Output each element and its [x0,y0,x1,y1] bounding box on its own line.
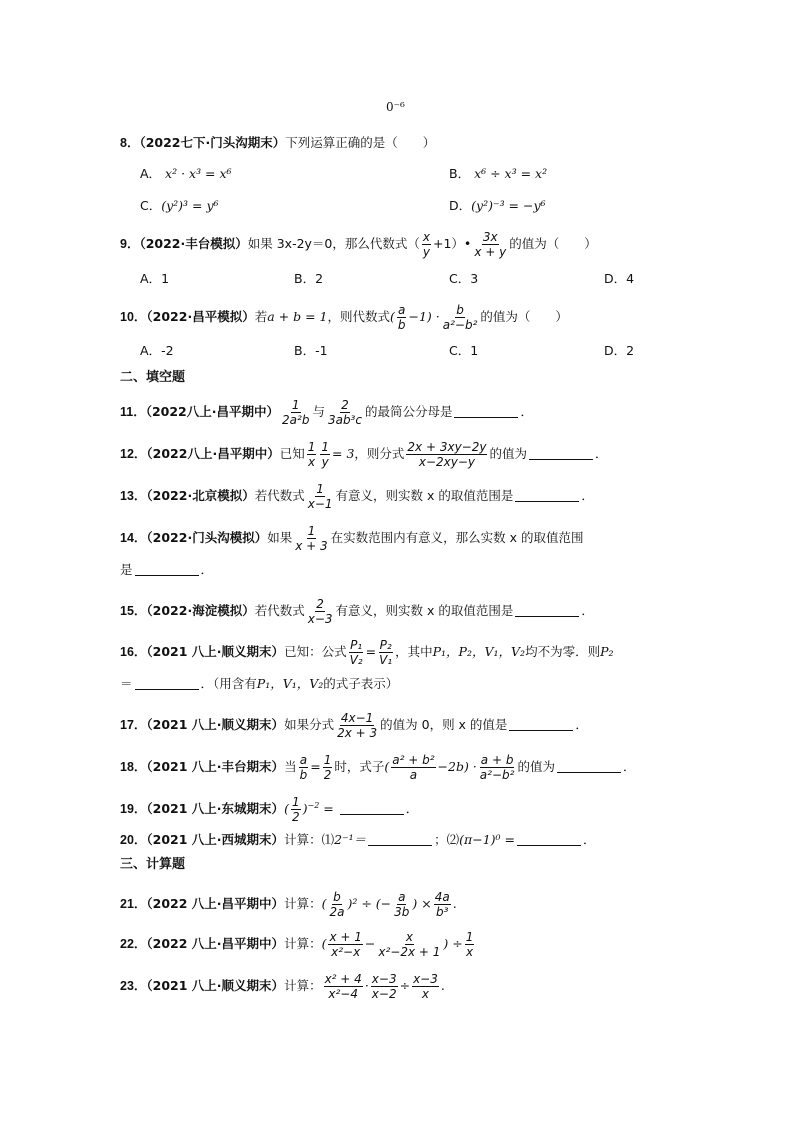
answer-blank[interactable] [368,833,432,846]
option-value: 2 [315,271,324,286]
option-key: C． [140,198,162,213]
question-source: （2022·门头沟模拟） [146,530,268,545]
question-source: （2022八上·昌平期中） [145,404,280,419]
option-c [449,343,478,359]
fraction: $\frac{1}{y}$ [321,440,329,469]
answer-blank[interactable] [135,563,199,576]
variables: P₁，V₁，V₂ [256,676,324,691]
question-source: （2022·北京模拟） [146,488,255,503]
fraction: $\frac{b}{\text{a²−b²}}$ [442,303,478,332]
question-source: （2022·海淀模拟） [146,603,255,618]
question-text: 如果 3x-2y＝0，那么代数式（ [247,236,420,251]
fraction: $\frac{1}{x-1}$ [307,482,333,511]
option-a [140,166,232,182]
question-19: 19．（2021 八上·东城期末）( $\frac{1}{2}$ )$^{-2}$ = ． [120,795,419,824]
question-text: 若代数式 [254,488,305,503]
question-text: 的最简公分母是 [364,404,453,419]
option-key: A． [140,166,162,181]
variables: P₂ [600,644,614,659]
option-value: -1 [315,343,328,358]
question-text: 计算：⑴ [284,832,335,847]
fraction: $\frac{2}{\text{3ab³c}}$ [327,398,362,427]
question-20: 20．（2021 八上·西城期末）计算：⑴2⁻¹＝ ；⑵(π−1)⁰ = ． [120,832,596,847]
option-key: A． [140,271,162,286]
question-number: 17． [120,718,147,732]
question-11: 11．（2022八上·昌平期中） $\frac{1}{\text{2a²b}}$ 与 $\frac{2}{\text{3ab³c}}$ 的最简公分母是 ． [120,398,533,427]
answer-blank[interactable] [509,718,573,731]
fraction: $\frac{4x-1}{2x + 3}$ [337,711,378,740]
question-number: 18． [120,760,147,774]
option-value: 3 [470,271,479,286]
question-number: 19． [120,802,147,816]
option-a [140,343,174,359]
question-text: 的值为 [517,759,555,774]
question-number: 12． [120,447,147,461]
option-key: A． [140,343,162,358]
question-source: （2021 八上·顺义期末） [146,717,285,732]
fraction: $\frac{2x + 3xy-2y}{x-2xy-y}$ [407,440,487,469]
question-12: 12．（2022八上·昌平期中）已知 $\frac{1}{x}$ $\frac{1}{y}$ = 3，则分式 $\frac{2x + 3xy-2y}{x-2xy-y}$ 的值为 ． [120,440,608,469]
option-a [140,271,169,287]
option-key: D． [604,271,627,286]
question-text: 计算： [284,896,322,911]
option-key: D． [449,198,472,213]
question-text: 当 [284,759,297,774]
fraction: $\frac{1}{x}$ [465,930,474,959]
question-number: 16． [120,645,147,659]
variables: P₁，P₂，V₁，V₂ [432,644,526,659]
option-c [140,198,219,214]
question-text: 已知 [279,446,305,461]
option-c [449,271,478,287]
question-text: ，则分式 [354,446,405,461]
fraction: $\frac{b}{2a}$ [329,890,345,919]
question-8 [120,135,435,151]
question-text: ．（用含有 [200,676,257,691]
question-14 [120,524,584,553]
question-text: 已知：公式 [284,644,347,659]
question-number: 13． [120,489,147,503]
question-number: 11． [120,405,146,419]
fraction: $\frac{1}{x + 3}$ [295,524,328,553]
fraction: $\frac{\text{P₁}}{\text{V₂}}$ [349,638,363,667]
question-number: 20． [120,833,147,847]
fraction: $\frac{a}{3b}$ [394,890,410,919]
question-number: 8． [120,136,140,150]
question-number: 23． [120,979,147,993]
question-text: 的值为 0，则 x 的值是 [380,717,508,732]
option-value: 1 [161,271,170,286]
fraction: $\frac{x-3}{x-2}$ [371,972,397,1001]
question-text: 计算： [284,978,322,993]
answer-blank[interactable] [515,604,579,617]
question-text: 时，式子 [334,759,385,774]
question-text: 若 [254,309,268,324]
question-text: ；⑵ [434,832,460,847]
question-text: 的式子表示） [323,676,399,691]
question-text: ＝ [120,676,133,691]
answer-blank[interactable] [135,677,199,690]
option-expr: x⁶ ÷ x³ = x² [474,166,548,181]
question-source: （2022八上·昌平期中） [146,446,280,461]
option-d [604,343,634,359]
answer-blank[interactable] [557,760,621,773]
fraction: $\frac{x-3}{x}$ [413,972,438,1001]
fraction: $\frac{a}{b}$ [397,303,406,332]
fraction: $\frac{\text{a² + b²}}{a}$ [392,753,435,782]
option-value: 2 [626,343,635,358]
fraction: $\frac{a + b}{\text{a²−b²}}$ [479,753,515,782]
fraction: $\frac{1}{2}$ [291,795,300,824]
equation: = 3 [332,446,355,461]
option-key: B． [294,271,316,286]
question-text: 的值为 [489,446,527,461]
option-key: C． [449,343,471,358]
question-9 [120,230,597,259]
fraction: $\frac{x}{y}$ [422,230,430,259]
question-18: 18．（2021 八上·丰台期末）当 $\frac{a}{b}$ = $\frac{1}{2}$ 时，式子( $\frac{\text{a² + b²}}{a}$ −2b) · $\frac{a + b}{\text{a²−b²}}$ 的值为 ． [120,753,636,782]
question-source: （2022七下·门头沟期末） [139,135,286,150]
fraction: $\frac{3x}{x + y}$ [474,230,507,259]
option-expr: (y²)³ = y⁶ [161,198,219,213]
option-b [294,271,323,287]
answer-blank[interactable] [515,489,579,502]
option-expr: x² · x³ = x⁶ [165,166,232,181]
fraction: $\frac{\text{P₂}}{\text{V₁}}$ [379,638,393,667]
option-b [449,166,547,182]
question-text: 的值为（ ） [509,236,597,251]
fraction: $\frac{2}{x-3}$ [307,597,333,626]
option-d [449,198,546,214]
fraction: $\frac{4a}{\text{b³}}$ [434,890,450,919]
question-number: 22． [120,937,147,951]
question-source: （2021 八上·顺义期末） [146,978,285,993]
question-22: 22．（2022 八上·昌平期中）计算：( $\frac{x + 1}{\text{x²−x}}$ − $\frac{x}{\text{x²−2x + 1}}$ ) ÷ $\frac{1}{x}$ [120,930,474,959]
section-heading: 三、计算题 [120,857,186,872]
question-source: （2021 八上·丰台期末） [146,759,285,774]
top-fragment: 0⁻⁶ [386,100,405,114]
question-source: （2022·昌平模拟） [146,309,255,324]
option-expr: (y²)⁻³ = −y⁶ [471,198,546,213]
option-b [294,343,328,359]
answer-blank[interactable] [454,405,518,418]
option-key: B． [449,166,471,181]
question-13: 13．（2022·北京模拟）若代数式 $\frac{1}{x-1}$ 有意义，则实数 x 的取值范围是 ． [120,482,594,511]
question-source: （2021 八上·顺义期末） [146,644,285,659]
question-source: （2022·丰台模拟） [139,236,248,251]
question-text: 在实数范围内有意义，那么实数 x 的取值范围 [330,530,584,545]
answer-blank[interactable] [529,447,593,460]
question-number: 10． [120,310,147,324]
fraction: $\frac{\text{x² + 4}}{\text{x²−4}}$ [324,972,362,1001]
option-key: B． [294,343,316,358]
fraction: $\frac{1}{2}$ [323,753,332,782]
question-text: 有意义，则实数 x 的取值范围是 [335,488,514,503]
question-number: 21． [120,897,147,911]
option-value: 4 [626,271,635,286]
expression: (π−1)⁰ = [459,832,516,847]
question-number: 9． [120,237,140,251]
question-15: 15．（2022·海淀模拟）若代数式 $\frac{2}{x-3}$ 有意义，则实数 x 的取值范围是 ． [120,597,594,626]
question-number: 15． [120,604,147,618]
fraction: $\frac{1}{x}$ [307,440,316,469]
question-23: 23．（2021 八上·顺义期末）计算： $\frac{\text{x² + 4}}{\text{x²−4}}$ · $\frac{x-3}{x-2}$ ÷ $\frac{x-3}{x}$ . [120,972,445,1001]
question-text: +1）• [433,236,472,251]
question-source: （2022 八上·昌平期中） [146,896,285,911]
question-stem: 下列运算正确的是（ ） [285,135,436,150]
expression: 2⁻¹＝ [334,832,367,847]
question-text: 有意义，则实数 x 的取值范围是 [335,603,514,618]
question-10: 10．（2022·昌平模拟）若a + b = 1，则代数式( $\frac{a}{b}$ −1) · $\frac{b}{\text{a²−b²}}$ 的值为（ ） [120,303,568,332]
fraction: $\frac{a}{b}$ [299,753,308,782]
question-text: 与 [312,404,325,419]
question-source: （2021 八上·东城期末） [146,801,285,816]
question-source: （2022 八上·昌平期中） [146,936,285,951]
question-text: 的值为（ ） [480,309,568,324]
section-heading: 二、填空题 [120,370,186,385]
fraction: $\frac{x + 1}{\text{x²−x}}$ [329,930,362,959]
question-14-continued: 是 ． [120,562,214,577]
question-text: 均不为零．则 [525,644,601,659]
question-source: （2021 八上·西城期末） [146,832,285,847]
question-16-continued [120,676,398,692]
option-key: D． [604,343,627,358]
option-value: 1 [470,343,479,358]
question-number: 14． [120,531,147,545]
question-text: 如果分式 [284,717,335,732]
question-text: ，其中 [395,644,433,659]
answer-blank[interactable] [517,833,581,846]
fraction: $\frac{x}{\text{x²−2x + 1}}$ [378,930,441,959]
option-value: -2 [161,343,174,358]
option-key: C． [449,271,471,286]
question-17: 17．（2021 八上·顺义期末）如果分式 $\frac{4x-1}{2x + 3}$ 的值为 0，则 x 的值是 ． [120,711,588,740]
question-text: 若代数式 [254,603,305,618]
question-text: 是 [120,562,133,577]
question-text: 如果 [267,530,293,545]
fraction: $\frac{1}{\text{2a²b}}$ [282,398,310,427]
question-16: 16．（2021 八上·顺义期末）已知：公式 $\frac{\text{P₁}}{\text{V₂}}$ = $\frac{\text{P₂}}{\text{V₁}}$ ，其中P₁，P₂，V₁，V₂均不为零．则P₂ [120,638,614,667]
question-21: 21．（2022 八上·昌平期中）计算：( $\frac{b}{2a}$ )² ÷ (− $\frac{a}{3b}$ ) × $\frac{4a}{\text{b³}}$ . [120,890,457,919]
answer-blank[interactable] [340,802,404,815]
condition: a + b = 1 [267,309,328,324]
option-d [604,271,634,287]
question-text: 计算： [284,936,322,951]
question-text: ，则代数式 [327,309,390,324]
